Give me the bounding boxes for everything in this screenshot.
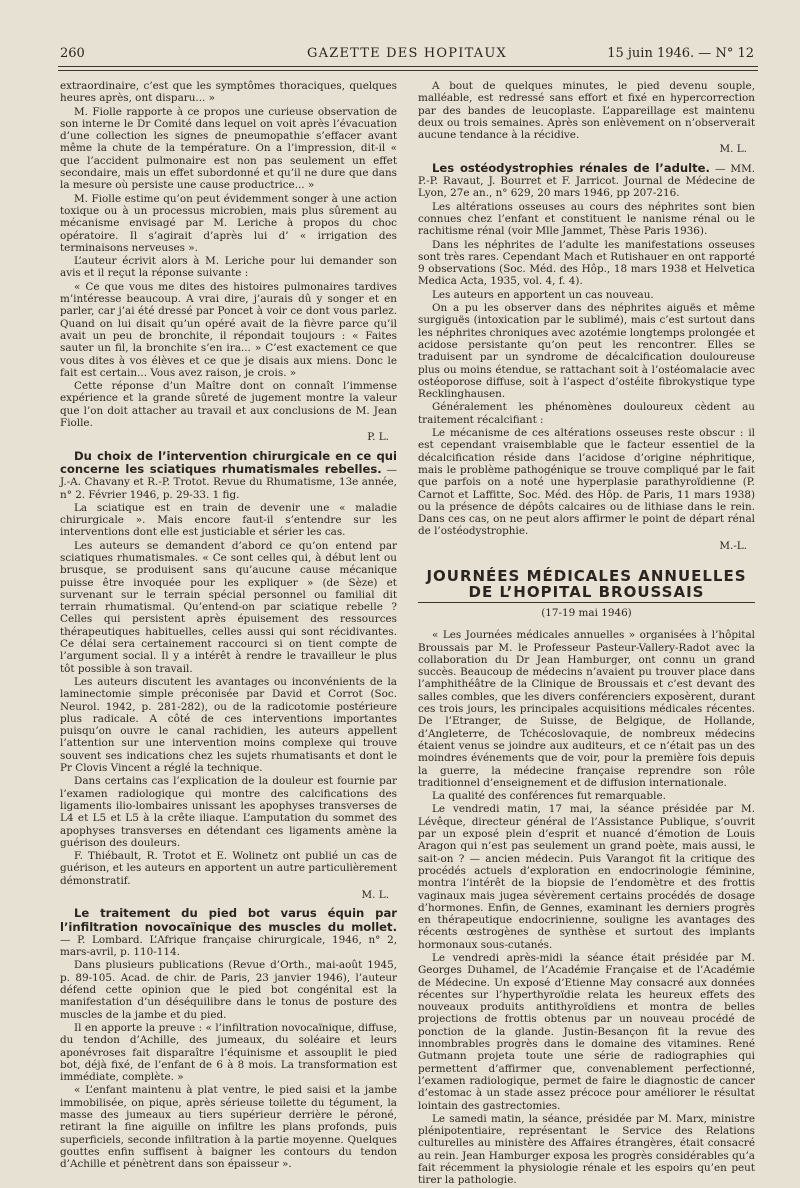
banner-date: (17-19 mai 1946) (541, 606, 632, 619)
paragraph: On a pu les observer dans des néphrites aiguës et même surgiguës (intoxication par le sublimé), mais c’est surtout dans les néphrites chroniques avec azotémie longtemps prolongée et acidose persistante qu’on peut les rencontrer. Elles se traduisent par un syndrome de décalcification douloureuse plus ou moins étendue, se rattachant soit à l’ostéomalacie avec ostéoporose diffuse, soit à l’aspect d’ostéite fibrokystique type Recklinghausen. (418, 302, 755, 401)
left-column (60, 80, 397, 1172)
paragraph: La sciatique est en train de devenir une « maladie chirurgicale ». Mais encore faut-il s’entendre sur les interventions dont elle est justiciable et sérier les cas. (60, 501, 397, 539)
section-reference: — P. Lombard. L’Afrique française chirurgicale, 1946, n° 2, mars-avril, p. 110-114. (60, 933, 397, 959)
journal-title: GAZETTE DES HOPITAUX (307, 46, 507, 61)
paragraph: Dans les néphrites de l’adulte les manifestations osseuses sont très rares. Cependant Mach et Rutishauer en ont rapporté 9 observations (Soc. Méd. des Hôp., 18 mars 1938 et Helvetica Medica Acta, 1935, vol. 4, f. 4). (418, 238, 755, 288)
paragraph: Le vendredi matin, 17 mai, la séance présidée par M. Lévêque, directeur général de l’Assistance Publique, s’ouvrit par un exposé plein d’esprit et nuancé d’émotion de Louis Aragon qui n’est pas seulement un grand poète, mais aussi, le sait-on ? — ancien médecin. Puis Varangot fit la critique des procédés actuels d’exploration en endocrinologie féminine, montra l’intérêt de la biopsie de l’endomètre et des frottis vaginaux mais jugea sévèrement certains procédés de dosage d’hormones. Enfin, de Gennes, examinant les derniers progrès en thérapeutique endocrinienne, souligne les avantages des récents œstrogènes de synthèse et surtout des implants hormonaux sous-cutanés. (418, 803, 755, 951)
paragraph: extraordinaire, c’est que les symptômes thoraciques, quelques heures après, ont disparu... » (60, 80, 397, 105)
paragraph: Les altérations osseuses au cours des néphrites sont bien connues chez l’enfant et constituent le nanisme rénal ou le rachitisme rénal (voir Mlle Jammet, Thèse Paris 1936). (418, 200, 755, 238)
section-pied-bot (60, 907, 397, 958)
section-reference: — MM. P.-P. Ravaut, J. Bourret et F. Jarricot. Journal de Médecine de Lyon, 27e an., n° 629, 20 mars 1946, pp 207-216. (418, 162, 756, 200)
paragraph: Le samedi matin, la séance, présidée par M. Marx, ministre plénipotentiaire, représentant le Service des Relations culturelles au ministère des Affaires étrangères, était consacré au rein. Jean Hamburger exposa les progrès considérables qu’a fait récemment la physiologie rénale et les espoirs qu’en peut tirer la pathologie. (418, 1112, 755, 1187)
page-number: 260 (60, 46, 85, 61)
paragraph: Les auteurs se demandent d’abord ce qu’on entend par sciatiques rhumatismales. « Ce sont celles qui, à début lent ou brusque, se produisent sans qu’aucune cause mécanique puisse être invoquée pour les expliquer » (de Sèze) et survenant sur le terrain spécial personnel ou familial dit terrain rhumatismal. Qu’entend-on par sciatique rebelle ? Celles qui persistent après épuisement des ressources thérapeutiques habituelles, celles aussi qui sont récidivantes. Ce délai sera certainement raccourci si on tient compte de l’argument social. Il y a intérêt à rendre le travailleur le plus tôt possible à son travail. (60, 539, 397, 675)
section-reference: — J.-A. Chavany et R.-P. Trotot. Revue du Rhumatisme, 13e année, n° 2. Février 1946, p. 29-33. 1 fig. (60, 463, 397, 501)
section-osteodystrophies (418, 162, 755, 200)
paragraph: F. Thiébault, R. Trotot et E. Wolinetz ont publié un cas de guérison, et les auteurs en apportent un autre particulièrement démonstratif. (60, 850, 397, 887)
paragraph: Le mécanisme de ces altérations osseuses reste obscur : il est cependant vraisemblable que le facteur essentiel de la décalcification réside dans l’acidose d’origine néphritique, mais le problème pathogénique se trouve compliqué par le fait que parfois on a noté une hyperplasie parathyroïdienne (P. Carnot et Laffitte, Soc. Méd. des Hôp. de Paris, 11 mars 1938) ou la présence de dépôts calcaires ou de lithiase dans le rein. Dans ces cas, on ne peut alors affirmer le point de départ rénal de l’ostéodystrophie. (418, 427, 755, 538)
paragraph: « Les Journées médicales annuelles » organisées à l’hôpital Broussais par M. le Professeur Pasteur-Vallery-Radot avec la collaboration du Dr Jean Hamburger, ont connu un grand succès. Beaucoup de médecins n’avaient pu trouver place dans l’amphithéâtre de la Clinique de Broussais et c’est devant des salles combles, que les divers conférenciers exposèrent, durant ces trois jours, les principales acquisitions médicales récentes. De l’Etranger, de Suisse, de Belgique, de Hollande, d’Angleterre, de Tchécoslovaquie, de nombreux médecins étaient venus se joindre aux auditeurs, et ce n’était pas un des moindres événements que de voir, pour la première fois depuis la guerre, la médecine française reprendre son rôle traditionnel d’enseignement et de diffusion internationale. (418, 629, 755, 789)
section-heading: Les ostéodystrophies rénales de l’adulte. (432, 160, 710, 175)
author-signature: M. L. (719, 143, 747, 156)
paragraph: Les auteurs en apportent un cas nouveau. (432, 288, 654, 301)
paragraph: A bout de quelques minutes, le pied devenu souple, malléable, est redressé sans effort et fixé en hypercorrection par des bandes de leucoplaste. L’appareillage est maintenu deux ou trois semaines. Après son enlèvement on n’observerait aucune tendance à la récidive. (418, 80, 755, 142)
section-heading: Le traitement du pied bot varus équin par l’infiltration novocaïnique des muscles du mollet. (60, 906, 397, 934)
banner-line-1: JOURNÉES MÉDICALES ANNUELLES (426, 566, 747, 585)
paragraph: La qualité des conférences fut remarquable. (432, 790, 666, 803)
banner-line-2: DE L’HOPITAL BROUSSAIS (468, 582, 705, 601)
section-heading: Du choix de l’intervention chirurgicale en ce qui concerne les sciatiques rhumatismales rebelles. (60, 448, 397, 476)
paragraph: Les auteurs discutent les avantages ou inconvénients de la laminectomie simple préconisée par David et Corrot (Soc. Neurol. 1942, p. 281-282), ou de la radicotomie postérieure plus radicale. A côté de ces interventions importantes puisqu’on ouvre le canal rachidien, les auteurs appellent l’attention sur une intervention moins complexe qui trouve souvent ses indications chez les sujets rhumatisants et dont le Pr Clovis Vincent a réglé la technique. (60, 675, 397, 775)
paragraph: Généralement les phénomènes douloureux cèdent au traitement récalcifiant : (418, 401, 755, 426)
paragraph: L’auteur écrivit alors à M. Leriche pour lui demander son avis et il reçut la réponse suivante : (60, 255, 397, 280)
author-signature: P. L. (367, 431, 389, 444)
paragraph: Il en apporte la preuve : « l’infiltration novocaïnique, diffuse, du tendon d’Achille, des jumeaux, du soléaire et leurs aponévroses fait disparaître l’équinisme et assouplit le pied bot, déjà fixé, de l’enfant de 6 à 8 mois. La transformation est immédiate, complète. » (60, 1021, 397, 1084)
issue-date: 15 juin 1946. — N° 12 (607, 46, 754, 61)
paragraph: « L’enfant maintenu à plat ventre, le pied saisi et la jambe immobilisée, on pique, après sérieuse toilette du tégument, la masse des jumeaux au tiers supérieur derrière le péroné, retirant la fine aiguille on infiltre les plans profonds, puis superficiels, seconde infiltration à la partie moyenne. Quelques gouttes enfin suffisent à baigner les contours du tendon d’Achille et pénètrent dans son épaisseur ». (60, 1084, 397, 1171)
banner-rule (418, 602, 755, 603)
header-rule-thin (58, 70, 758, 71)
paragraph: M. Fiolle estime qu’on peut évidemment songer à une action toxique ou à un processus microbien, mais plus sûrement au mécanisme envisagé par M. Leriche à propos du choc opératoire. Il s’agirait d’après lui d’ « irrigation des terminaisons nerveuses ». (60, 192, 397, 254)
paragraph: Dans plusieurs publications (Revue d’Orth., mai-août 1945, p. 89-105. Acad. de chir. de Paris, 23 janvier 1946), l’auteur défend cette opinion que le pied bot congénital est la manifestation d’un déséquilibre dans le tonus de posture des muscles de la jambe et du pied. (60, 959, 397, 1021)
author-signature: M.-L. (719, 539, 747, 552)
paragraph: Dans certains cas l’explication de la douleur est fournie par l’examen radiologique qui montre des calcifications des ligaments ilio-lombaires unissant les apophyses transverses de L4 et L5 et L5 à la crête iliaque. L’amputation du sommet des apophyses transverses en détendant ces ligaments amène la guérison des douleurs. (60, 775, 397, 849)
paragraph: M. Fiolle rapporte à ce propos une curieuse observation de son interne le Dr Comité dans lequel on voit après l’évacuation d’une collection les signes de pneumopathie s’effacer avant même la chute de la température. On a l’impression, dit-il « que l’accident pulmonaire est non pas seulement un effet secondaire, mais un effet subordonné et qu’il ne dure que dans la mesure où persiste une cause productrice... » (60, 105, 397, 192)
right-column (418, 80, 755, 1188)
paragraph: Le vendredi après-midi la séance était présidée par M. Georges Duhamel, de l’Académie Française et de l’Académie de Médecine. Un exposé d’Etienne May consacré aux données récentes sur l’hyperthyroïdie relata les heureux effets des nouveaux produits antithyroïdiens et montra de belles projections de frottis obtenus par un nouveau procédé de ponction de la glande. Justin-Besançon fit la revue des innombrables progrès dans le domaine des vitamines. René Gutmann projeta toute une série de radiographies qui permettent d’affirmer que, convenablement perfectionné, l’examen radiologique, permet de faire le diagnostic de cancer d’estomac à un stade assez précoce pour améliorer le résultat lointain des gastrectomies. (418, 952, 755, 1112)
paragraph: Cette réponse d’un Maître dont on connaît l’immense expérience et la grande sûreté de jugement montre la valeur que l’on doit attacher au travail et aux conclusions de M. Jean Fiolle. (60, 380, 397, 430)
page-header (60, 46, 754, 66)
section-sciatiques (60, 450, 397, 501)
header-rule (58, 66, 758, 67)
paragraph: « Ce que vous me dites des histoires pulmonaires tardives m’intéresse beaucoup. A vrai dire, j’aurais dû y songer et en parler, car j’ai été dressé par Poncet à voir ce dont vous parlez. Quand on lui disait qu’un opéré avait de la fièvre parce qu’il avait un peu de bronchite, il répondait toujours : « Faites sauter un fil, la bronchite s’en ira... » C’est exactement ce que vous dites à vos élèves et ce que je disais aux miens. Donc le fait est certain... Vous avez raison, je crois. » (60, 280, 397, 379)
event-banner (418, 568, 755, 600)
author-signature: M. L. (361, 889, 389, 901)
